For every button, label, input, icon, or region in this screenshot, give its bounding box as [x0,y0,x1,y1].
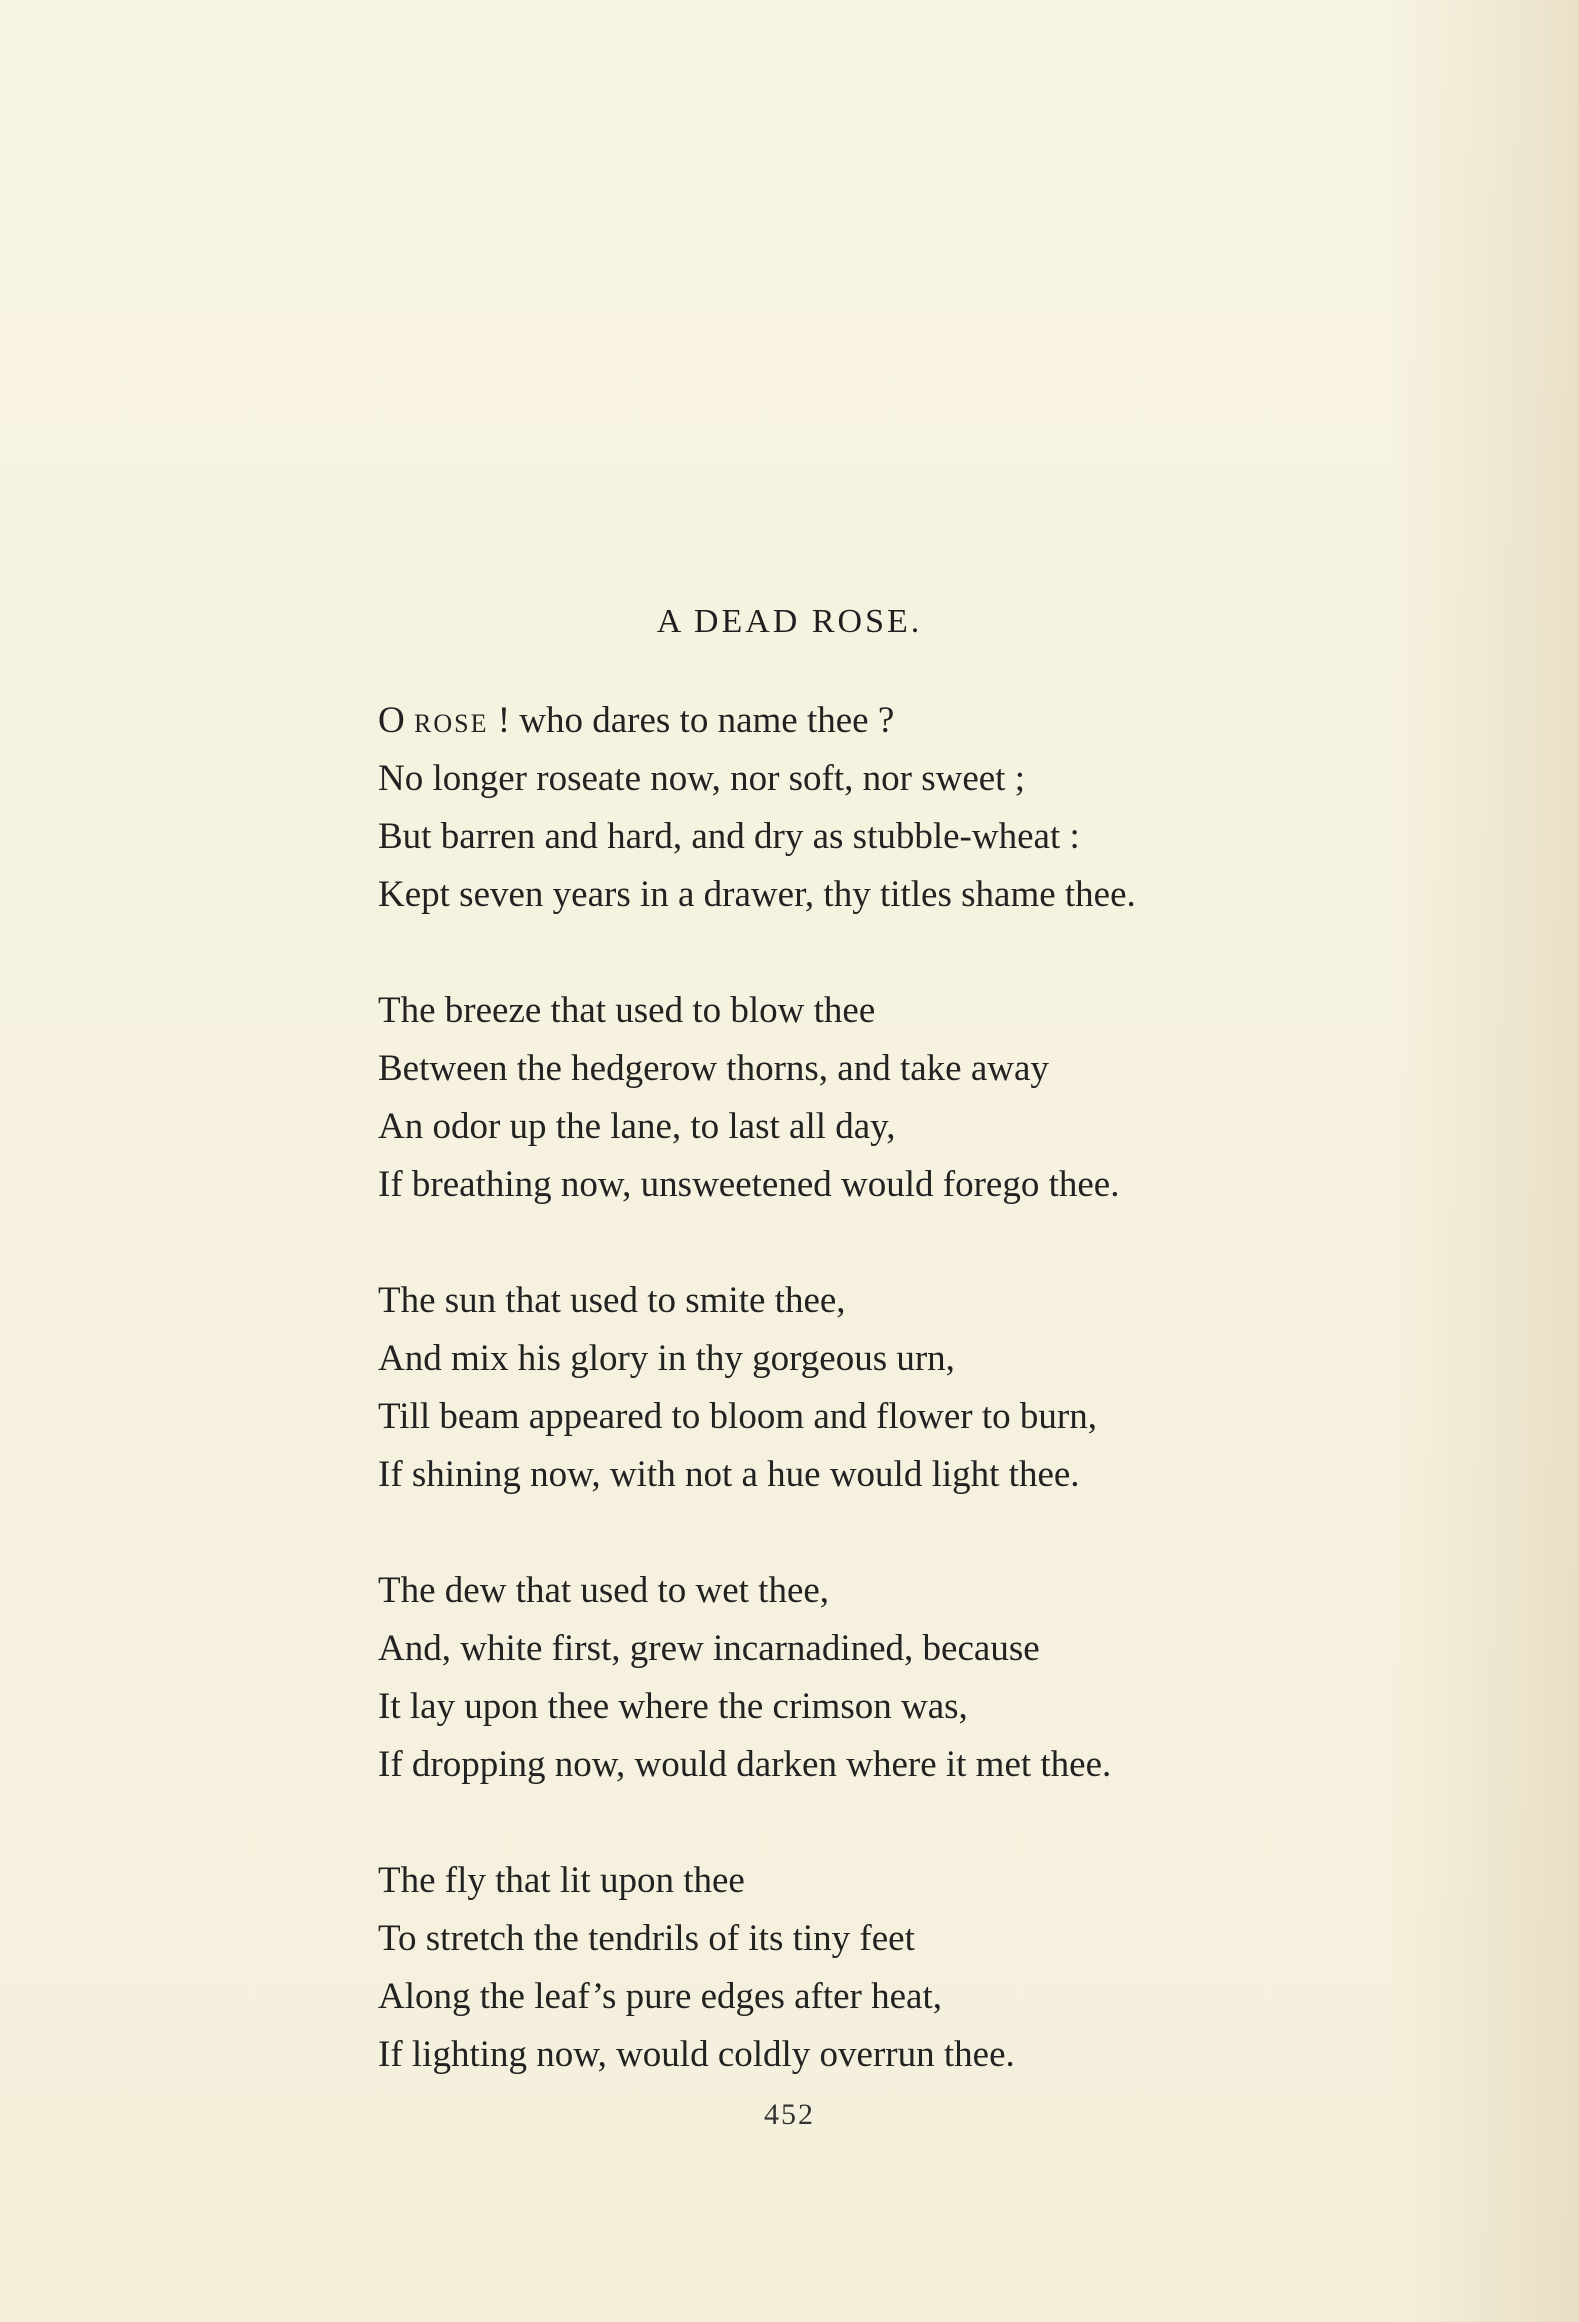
poem-line-5-1: The fly that lit upon thee [378,1860,745,1901]
poem-line-2-3: An odor up the lane, to last all day, [378,1106,896,1147]
poem-line-5-3: Along the leaf’s pure edges after heat, [378,1976,942,2017]
poem-title: A DEAD ROSE. [656,603,923,640]
poem-line-5-4: If lighting now, would coldly overrun thee. [378,2034,1015,2075]
stanza-4 [378,1562,1478,1794]
poem-line-3-2: And mix his glory in thy gorgeous urn, [378,1338,955,1379]
poem-line-4-2: And, white first, grew incarnadined, because [378,1628,1040,1669]
stanza-3 [378,1272,1478,1504]
initial-letter: O [378,700,405,741]
poem-line-4-3: It lay upon thee where the crimson was, [378,1686,968,1727]
poem-line-3-3: Till beam appeared to bloom and flower to burn, [378,1396,1097,1437]
stanza-2 [378,982,1478,1214]
poem-line-1-2: No longer roseate now, nor soft, nor sweet ; [378,758,1025,799]
poem-line-1-1 [378,692,1478,750]
poem-body [378,692,1478,2142]
poem-line-1-3: But barren and hard, and dry as stubble-wheat : [378,816,1080,857]
page-number: 452 [764,2098,815,2131]
stanza-1 [378,692,1478,924]
poem-line-1-4: Kept seven years in a drawer, thy titles shame thee. [378,874,1136,915]
poem-line-3-4: If shining now, with not a hue would light thee. [378,1454,1080,1495]
first-line-rest: ! who dares to name thee ? [497,700,895,741]
stanza-5 [378,1852,1478,2084]
smallcaps-word: rose [413,700,489,741]
poem-line-5-2: To stretch the tendrils of its tiny feet [378,1918,915,1959]
poem-line-4-1: The dew that used to wet thee, [378,1570,830,1611]
poem-line-4-4: If dropping now, would darken where it met thee. [378,1744,1112,1785]
poem-line-2-1: The breeze that used to blow thee [378,990,876,1031]
poem-line-2-4: If breathing now, unsweetened would forego thee. [378,1164,1120,1205]
poem-line-2-2: Between the hedgerow thorns, and take away [378,1048,1049,1089]
poem-line-3-1: The sun that used to smite thee, [378,1280,846,1321]
